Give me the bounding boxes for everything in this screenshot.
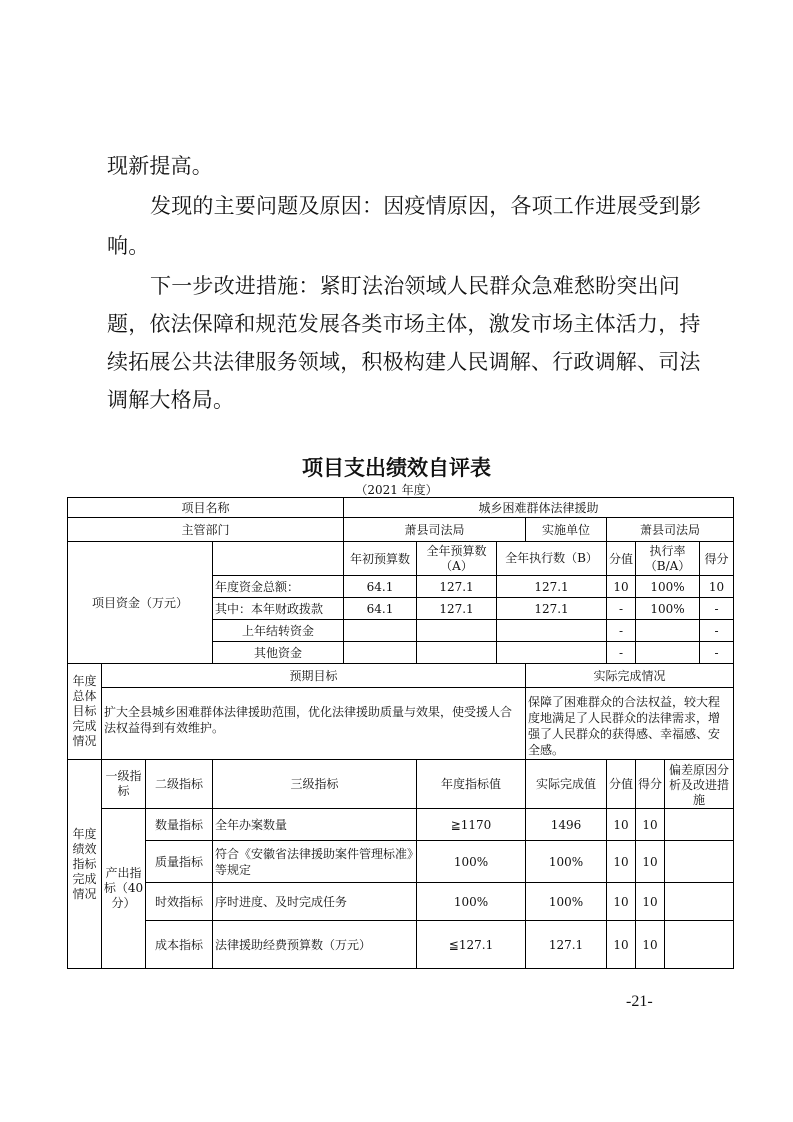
funds-cell: 127.1 [417,598,497,620]
indicator-level3: 全年办案数量 [213,809,417,841]
indicator-level1: 产出指标（40分） [102,809,146,969]
paragraph-line: 题，依法保障和规范发展各类市场主体，激发市场主体活力，持 [107,312,701,336]
paragraph-line: 调解大格局。 [107,388,235,412]
indicator-score-value: 10 [607,841,636,883]
funds-cell: 127.1 [417,576,497,598]
funds-cell: 127.1 [497,598,607,620]
funds-cell: 100% [636,576,700,598]
indicator-score: 10 [636,883,665,921]
table-row [68,688,734,760]
funds-cell: 10 [700,576,734,598]
table-title: 项目支出绩效自评表 [302,455,491,480]
indicator-header: 分值 [607,760,636,809]
funds-cell: - [607,598,636,620]
indicator-header: 二级指标 [146,760,213,809]
funds-cell [344,620,417,642]
performance-table [67,497,734,969]
project-name-value: 城乡困难群体法律援助 [344,498,734,518]
indicator-note [665,921,734,969]
funds-header: 得分 [700,542,734,576]
funds-cell: 100% [636,598,700,620]
goals-expected-header: 预期目标 [102,664,526,688]
indicator-target: ≧1170 [417,809,526,841]
funds-cell: 10 [607,576,636,598]
indicator-header: 三级指标 [213,760,417,809]
funds-cell: - [607,642,636,664]
funds-cell [497,620,607,642]
unit-value: 萧县司法局 [607,518,734,542]
indicator-actual: 100% [526,841,607,883]
indicator-actual: 127.1 [526,921,607,969]
table-row [68,518,734,542]
indicator-header: 得分 [636,760,665,809]
indicator-level3: 符合《安徽省法律援助案件管理标准》等规定 [213,841,417,883]
funds-label: 项目资金（万元） [68,542,213,664]
indicator-level2: 时效指标 [146,883,213,921]
indicator-score: 10 [636,841,665,883]
funds-header: 全年预算数（A） [417,542,497,576]
indicator-target: 100% [417,883,526,921]
indicator-actual: 1496 [526,809,607,841]
table-row [68,841,734,883]
funds-cell [497,642,607,664]
indicators-label: 年度绩效指标完成情况 [68,760,102,969]
indicator-score: 10 [636,809,665,841]
paragraph-line: 下一步改进措施：紧盯法治领域人民群众急难愁盼突出问 [150,274,680,298]
indicator-header: 实际完成值 [526,760,607,809]
goals-actual-text: 保障了困难群众的合法权益，较大程度地满足了人民群众的法律需求，增强了人民群众的获得感、幸福感、安全感。 [526,688,734,760]
funds-cell: - [700,620,734,642]
funds-cell [636,620,700,642]
funds-cell: - [700,642,734,664]
indicator-note [665,883,734,921]
table-row [68,760,734,809]
funds-cell [636,642,700,664]
indicator-level3: 序时进度、及时完成任务 [213,883,417,921]
indicator-level2: 数量指标 [146,809,213,841]
funds-row-name: 上年结转资金 [213,620,344,642]
indicator-level2: 成本指标 [146,921,213,969]
funds-cell: 64.1 [344,576,417,598]
funds-cell [417,620,497,642]
funds-cell: - [607,620,636,642]
unit-label: 实施单位 [526,518,607,542]
funds-header: 执行率（B/A） [636,542,700,576]
indicator-note [665,809,734,841]
funds-header-blank [213,542,344,576]
funds-row-name: 年度资金总额： [213,576,344,598]
funds-header: 分值 [607,542,636,576]
funds-cell [344,642,417,664]
indicator-target: ≦127.1 [417,921,526,969]
funds-cell [417,642,497,664]
paragraph-line: 现新提高。 [107,154,213,178]
funds-header: 年初预算数 [344,542,417,576]
table-row [68,921,734,969]
dept-label: 主管部门 [68,518,344,542]
indicator-note [665,841,734,883]
project-name-label: 项目名称 [68,498,344,518]
indicator-actual: 100% [526,883,607,921]
indicator-score-value: 10 [607,921,636,969]
paragraph-line: 响。 [107,234,150,258]
table-row [68,498,734,518]
indicator-header: 一级指标 [102,760,146,809]
funds-cell: - [700,598,734,620]
paragraph-line: 发现的主要问题及原因：因疫情原因，各项工作进展受到影 [150,194,702,218]
indicator-level3: 法律援助经费预算数（万元） [213,921,417,969]
table-row [68,883,734,921]
indicator-target: 100% [417,841,526,883]
indicator-score-value: 10 [607,809,636,841]
indicator-score-value: 10 [607,883,636,921]
funds-cell: 64.1 [344,598,417,620]
indicator-header: 偏差原因分析及改进措施 [665,760,734,809]
funds-row-name: 其他资金 [213,642,344,664]
paragraph-line: 续拓展公共法律服务领域，积极构建人民调解、行政调解、司法 [107,350,701,374]
page-number: -21- [626,993,653,1010]
indicator-level2: 质量指标 [146,841,213,883]
funds-row-name: 其中：本年财政拨款 [213,598,344,620]
goals-label: 年度总体目标完成情况 [68,664,102,760]
dept-value: 萧县司法局 [344,518,526,542]
table-row [68,809,734,841]
goals-actual-header: 实际完成情况 [526,664,734,688]
funds-header: 全年执行数（B） [497,542,607,576]
indicator-header: 年度指标值 [417,760,526,809]
table-subtitle: （2021 年度） [355,483,438,497]
funds-cell: 127.1 [497,576,607,598]
table-row [68,664,734,688]
indicator-score: 10 [636,921,665,969]
goals-expected-text: 扩大全县城乡困难群体法律援助范围，优化法律援助质量与效果，使受援人合法权益得到有效维护。 [102,688,526,760]
table-row [68,542,734,576]
